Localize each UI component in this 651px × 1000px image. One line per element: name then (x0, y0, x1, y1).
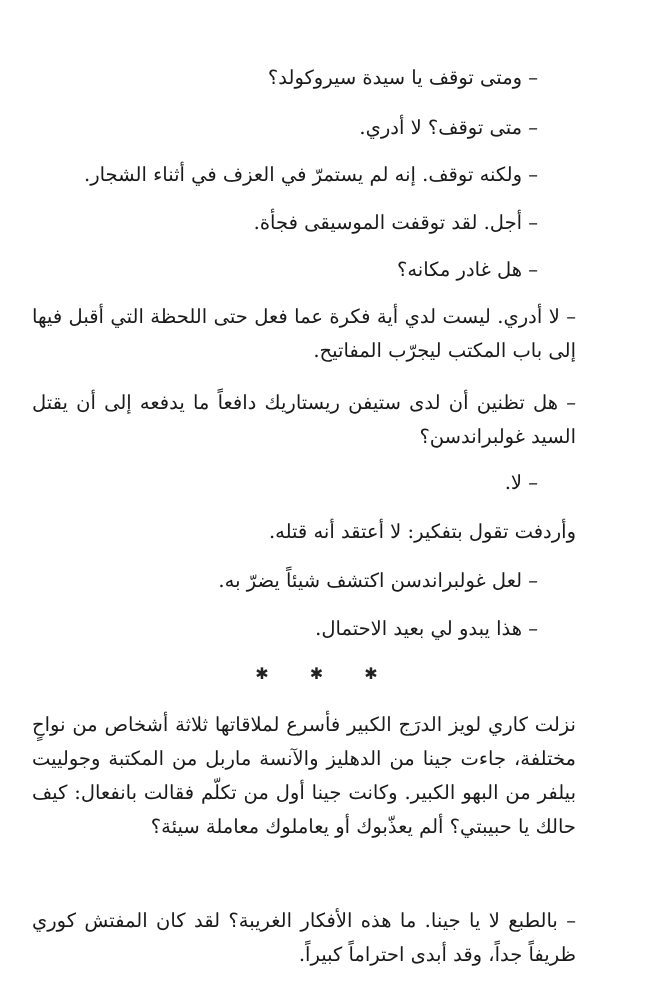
dialogue-line: – هذا يبدو لي بعيد الاحتمال. (315, 617, 538, 640)
dialogue-line: – لعل غولبراندسن اكتشف شيئاً يضرّ به. (218, 569, 538, 592)
dialogue-paragraph: – بالطبع لا يا جينا. ما هذه الأفكار الغريبة؟ لقد كان المفتش كوري ظريفاً جداً، وقد أبدى احتراماً كبيراً. (32, 909, 576, 966)
narration-line: وأردفت تقول بتفكير: لا أعتقد أنه قتله. (268, 520, 576, 543)
dialogue-line: – ولكنه توقف. إنه لم يستمرّ في العزف في أثناء الشجار. (84, 163, 538, 186)
narrative-paragraph: نزلت كاري لويز الدرَج الكبير فأسرع لملاقاتها ثلاثة أشخاص من نواحٍ مختلفة، جاءت جينا من الدهليز والآنسة ماربل من المكتبة وجولييت بيلفر من البهو الكبير. وكانت جينا أول من تكلّم فقالت بانفعال: كيف حالك يا حبيبتي؟ ألم يعذّبوك أو يعاملوك معاملة سيئة؟ (32, 713, 576, 838)
dialogue-line: – هل غادر مكانه؟ (396, 258, 538, 281)
dialogue-line: – متى توقف؟ لا أدري. (359, 116, 538, 139)
dialogue-line: – أجل. لقد توقفت الموسيقى فجأة. (253, 211, 538, 234)
dialogue-paragraph: – لا أدري. ليست لدي أية فكرة عما فعل حتى اللحظة التي أقبل فيها إلى باب المكتب ليجرّب المفاتيح. (32, 305, 576, 362)
dialogue-line: – ومتى توقف يا سيدة سيروكولد؟ (267, 66, 538, 89)
dialogue-line: – لا. (504, 471, 538, 494)
dialogue-paragraph: – هل تظنين أن لدى ستيفن ريستاريك دافعاً ما يدفعه إلى أن يقتل السيد غولبراندسن؟ (32, 391, 576, 448)
section-separator: ✱ ✱ ✱ (255, 664, 396, 683)
